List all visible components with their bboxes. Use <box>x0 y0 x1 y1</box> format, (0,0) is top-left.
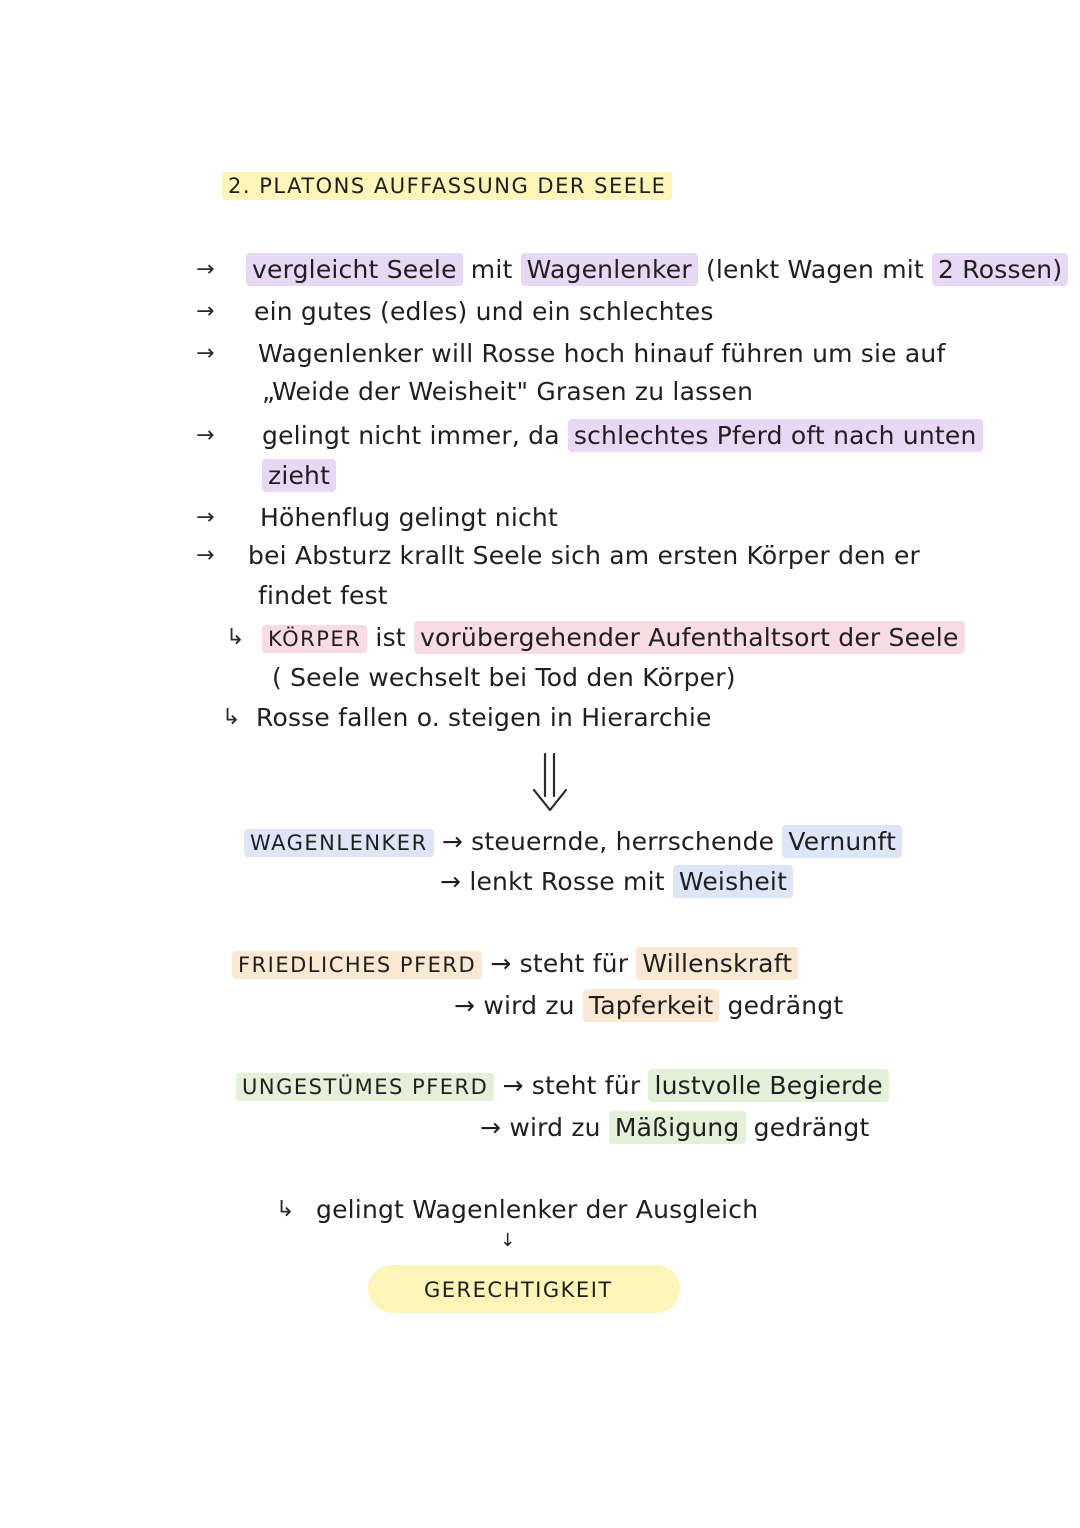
bullet-4-line-2 <box>262 460 336 492</box>
bullet-5: Höhenflug gelingt nicht <box>260 503 558 532</box>
highlight-2-rossen: 2 Rossen) <box>932 253 1068 286</box>
down-arrow-icon: ↓ <box>500 1230 516 1251</box>
highlight-vergleicht-seele: vergleicht Seele <box>246 253 463 286</box>
implies-arrow-icon <box>530 752 570 814</box>
sub-bullet-rosse: Rosse fallen o. steigen in Hierarchie <box>256 703 712 732</box>
sub-bullet-koerper: KÖRPER ist vorübergehender Aufenthaltsort der Seele <box>262 622 965 655</box>
bullet-arrow: → <box>196 543 215 568</box>
wagenlenker-label: WAGENLENKER <box>244 829 434 857</box>
conclusion-arrow: ↳ <box>276 1197 295 1222</box>
sub-bullet-koerper-note: ( Seele wechselt bei Tod den Körper) <box>272 663 736 692</box>
highlight-vernunft: Vernunft <box>782 825 902 858</box>
highlight-wagenlenker: Wagenlenker <box>521 253 698 286</box>
friedlich-label: FRIEDLICHES PFERD <box>232 951 482 979</box>
friedlich-line-1: FRIEDLICHES PFERD → steht für Willenskraft <box>232 948 798 981</box>
sub-bullet-arrow: ↳ <box>226 625 245 650</box>
highlight-schlechtes-pferd: schlechtes Pferd oft nach unten <box>568 419 983 452</box>
highlight-zieht: zieht <box>262 459 336 492</box>
wagenlenker-line-2: → lenkt Rosse mit Weisheit <box>440 866 793 898</box>
heading-highlight <box>222 172 672 200</box>
bullet-arrow: → <box>196 423 215 448</box>
highlight-tapferkeit: Tapferkeit <box>583 989 720 1022</box>
bullet-2: ein gutes (edles) und ein schlechtes <box>254 297 714 326</box>
section-heading <box>222 170 672 202</box>
bullet-1: vergleicht Seele mit Wagenlenker (lenkt Wagen mit 2 Rossen) <box>246 254 1068 286</box>
conclusion-text: gelingt Wagenlenker der Ausgleich <box>316 1195 759 1224</box>
bullet-arrow: → <box>196 299 215 324</box>
bullet-arrow: → <box>196 257 215 282</box>
bullet-arrow: → <box>196 341 215 366</box>
bullet-3-line-2: „Weide der Weisheit" Grasen zu lassen <box>262 377 754 406</box>
bullet-6-line-1: bei Absturz krallt Seele sich am ersten Körper den er <box>248 541 921 570</box>
ungestuem-line-2: → wird zu Mäßigung gedrängt <box>480 1113 870 1142</box>
heading-number: 2. <box>228 174 252 198</box>
bullet-6-line-2: findet fest <box>258 581 388 610</box>
ungestuem-label: UNGESTÜMES PFERD <box>236 1073 494 1101</box>
bullet-arrow: → <box>196 505 215 530</box>
highlight-begierde: lustvolle Begierde <box>648 1069 888 1102</box>
ungestuem-line-1: UNGESTÜMES PFERD → steht für lustvolle Begierde <box>236 1070 889 1103</box>
highlight-aufenthaltsort: vorübergehender Aufenthaltsort der Seele <box>414 621 965 654</box>
highlight-willenskraft: Willenskraft <box>636 947 798 980</box>
bullet-4-line-1: gelingt nicht immer, da schlechtes Pferd oft nach unten <box>262 420 983 452</box>
wagenlenker-line-1: WAGENLENKER → steuernde, herrschende Vernunft <box>244 826 902 859</box>
sub-bullet-arrow: ↳ <box>222 705 241 730</box>
highlight-weisheit: Weisheit <box>673 865 793 898</box>
heading-title: PLATONS AUFFASSUNG DER SEELE <box>259 174 667 198</box>
highlight-koerper: KÖRPER <box>262 625 367 653</box>
wagenlenker-arrow: → <box>441 827 463 856</box>
highlight-maessigung: Mäßigung <box>609 1111 746 1144</box>
result-gerechtigkeit: GERECHTIGKEIT <box>424 1278 613 1302</box>
bullet-3-line-1: Wagenlenker will Rosse hoch hinauf führen um sie auf <box>258 339 946 368</box>
friedlich-line-2: → wird zu Tapferkeit gedrängt <box>454 991 844 1020</box>
